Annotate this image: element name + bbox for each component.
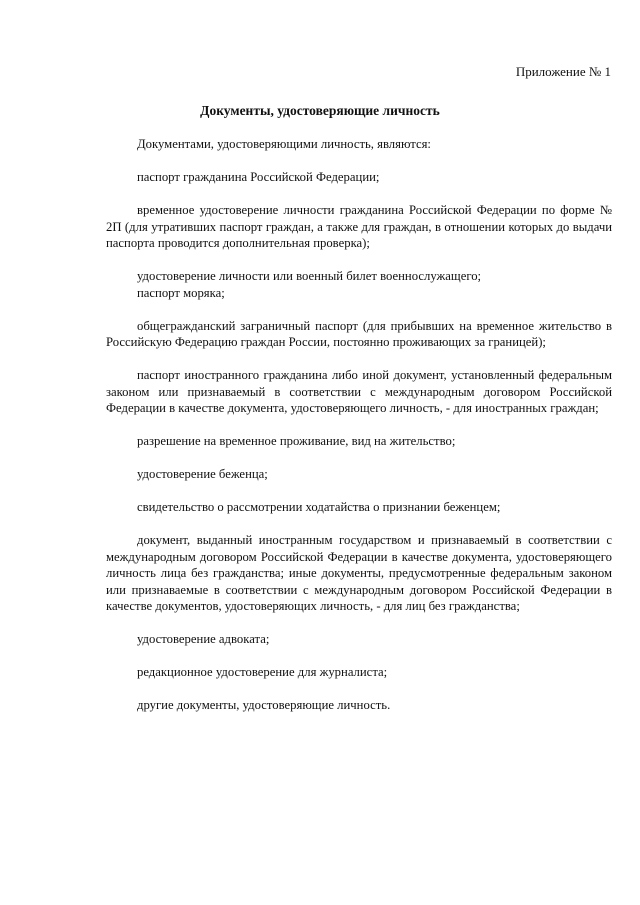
list-item: редакционное удостоверение для журналиста;	[137, 665, 388, 679]
list-item: свидетельство о рассмотрении ходатайства о признании беженцем;	[137, 500, 501, 514]
list-item: разрешение на временное проживание, вид на жительство;	[137, 434, 456, 448]
list-item: временное удостоверение личности гражданина Российской Федерации по форме № 2П (для утративших паспорт граждан, а также для граждан, в отношении которых до выдачи паспорта проводится дополнительная проверка);	[106, 203, 612, 250]
intro-paragraph: Документами, удостоверяющими личность, являются:	[137, 137, 431, 151]
document-body	[106, 136, 612, 714]
list-item: удостоверение личности или военный билет военнослужащего;	[137, 269, 482, 283]
list-item: удостоверение адвоката;	[137, 632, 270, 646]
list-item: удостоверение беженца;	[137, 467, 268, 481]
list-item: другие документы, удостоверяющие личность.	[137, 698, 391, 712]
list-item: паспорт гражданина Российской Федерации;	[137, 170, 380, 184]
list-item: общегражданский заграничный паспорт (для прибывших на временное жительство в Российскую Федерацию граждан России, постоянно проживающих за границей);	[106, 318, 612, 349]
list-item: паспорт иностранного гражданина либо иной документ, установленный федеральным законом или признаваемый в соответствии с международным договором Российской Федерации в качестве документа, удостоверяющего личность, - для иностранных граждан;	[106, 368, 612, 415]
list-item: паспорт моряка;	[137, 285, 225, 300]
list-item: документ, выданный иностранным государством и признаваемый в соответствии с международным договором Российской Федерации в качестве документа, удостоверяющего личность лица без гражданства; иные документы, предусмотренные федеральным законом или признаваемые в соответствии с международным договором Российской Федерации в качестве документов, удостоверяющих личность, - для лиц без гражданства;	[106, 533, 612, 613]
document-title: Документы, удостоверяющие личность	[200, 103, 440, 118]
appendix-label: Приложение № 1	[515, 64, 611, 79]
